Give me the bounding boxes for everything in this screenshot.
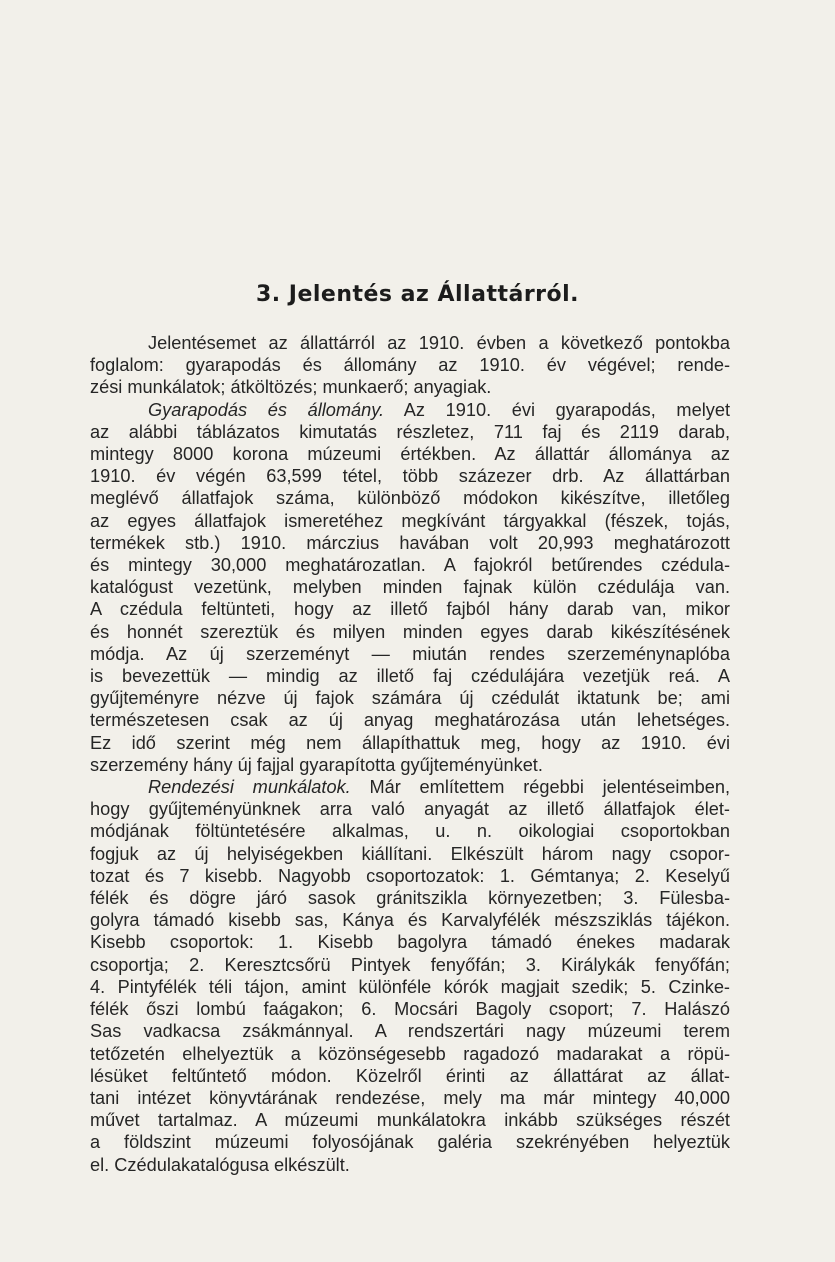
line-text: is bevezettük — mindig az illető faj czédulájára vezetjük reá. A xyxy=(90,666,730,687)
line-text: A czédula feltünteti, hogy az illető fajból hány darab van, mikor xyxy=(90,599,730,620)
line-text: a földszint múzeumi folyosójának galéria szekrényében helyeztük xyxy=(90,1132,730,1153)
text-line xyxy=(90,510,730,532)
line-text: félék és dögre járó sasok gránitszikla környezetben; 3. Fülesba- xyxy=(90,888,730,909)
text-line xyxy=(90,909,730,931)
line-text: 1910. év végén 63,599 tétel, több százezer drb. Az állattárban xyxy=(90,466,730,487)
line-text: csoportja; 2. Keresztcsőrü Pintyek fenyőfán; 3. Királykák fenyőfán; xyxy=(90,954,730,975)
text-line xyxy=(90,532,730,554)
line-text: termékek stb.) 1910. márczius havában volt 20,993 meghatározott xyxy=(90,532,730,553)
line-text: hogy gyűjteményünknek arra való anyagát az illető állatfajok élet- xyxy=(90,799,730,820)
text-line xyxy=(90,621,730,643)
text-line xyxy=(90,1154,730,1176)
text-line xyxy=(90,732,730,754)
line-text: lésüket feltűntető módon. Közelről érinti az állattárat az állat- xyxy=(90,1065,730,1086)
line-text: művet tartalmaz. A múzeumi munkálatokra inkább szükséges részét xyxy=(90,1110,730,1131)
line-text: meglévő állatfajok száma, különböző módokon kikészítve, illetőleg xyxy=(90,488,730,509)
line-text: tani intézet könyvtárának rendezése, mely ma már mintegy 40,000 xyxy=(90,1087,730,1108)
text-line xyxy=(90,709,730,731)
line-text: Ez idő szerint még nem állapíthattuk meg, hogy az 1910. évi xyxy=(90,732,730,753)
line-text: Már említettem régebbi jelentéseimben, xyxy=(350,777,730,798)
line-text: tozat és 7 kisebb. Nagyobb csoportozatok: 1. Gémtanya; 2. Keselyű xyxy=(90,865,730,886)
text-line xyxy=(90,1065,730,1087)
text-line xyxy=(90,776,730,798)
line-text: foglalom: gyarapodás és állomány az 1910. év végével; rende- xyxy=(90,355,730,376)
text-line xyxy=(90,843,730,865)
line-text: és mintegy 30,000 meghatározatlan. A fajokról betűrendes czédula- xyxy=(90,555,730,576)
text-line xyxy=(90,754,730,776)
section-heading: Rendezési munkálatok. xyxy=(148,777,351,798)
text-line xyxy=(90,643,730,665)
text-line xyxy=(90,465,730,487)
text-line xyxy=(90,443,730,465)
text-line xyxy=(90,554,730,576)
line-text: zési munkálatok; átköltözés; munkaerő; anyagiak. xyxy=(90,377,492,398)
line-text: 4. Pintyfélék téli tájon, amint különféle kórók magjait szedik; 5. Czinke- xyxy=(90,976,730,997)
text-line xyxy=(90,820,730,842)
line-text: gyűjteményre nézve új fajok számára új czédulát iktatunk be; ami xyxy=(90,688,730,709)
line-text: módjának föltüntetésére alkalmas, u. n. oikologiai csoportokban xyxy=(90,821,730,842)
text-line xyxy=(90,976,730,998)
line-text: Sas vadkacsa zsákmánnyal. A rendszertári nagy múzeumi terem xyxy=(90,1021,730,1042)
text-line xyxy=(90,865,730,887)
text-line xyxy=(90,1087,730,1109)
text-line xyxy=(90,399,730,421)
line-text: Jelentésemet az állattárról az 1910. évben a következő pontokba xyxy=(148,333,730,353)
text-line xyxy=(90,798,730,820)
text-line xyxy=(90,598,730,620)
section-heading: Gyarapodás és állomány. xyxy=(148,399,385,420)
line-text: Kisebb csoportok: 1. Kisebb bagolyra támadó énekes madarak xyxy=(90,932,730,953)
text-line xyxy=(90,954,730,976)
text-line xyxy=(90,998,730,1020)
text-line xyxy=(90,576,730,598)
line-text: szerzemény hány új fajjal gyarapította gyűjteményünket. xyxy=(90,754,543,775)
page-title: 3. Jelentés az Állattárról. xyxy=(255,282,580,307)
text-line xyxy=(90,354,730,376)
line-text: félék őszi lombú faágakon; 6. Mocsári Bagoly csoport; 7. Halászó xyxy=(90,999,730,1020)
text-line xyxy=(90,665,730,687)
text-line xyxy=(90,887,730,909)
text-line xyxy=(90,376,730,398)
text-line xyxy=(90,931,730,953)
line-text: az alábbi táblázatos kimutatás részletez, 711 faj és 2119 darab, xyxy=(90,421,730,442)
line-text: és honnét szereztük és milyen minden egyes darab kikészítésének xyxy=(90,621,730,642)
line-text: Az 1910. évi gyarapodás, melyet xyxy=(384,399,731,420)
body-text xyxy=(90,332,730,1176)
line-text: tetőzetén elhelyeztük a közönségesebb ragadozó madarakat a röpü- xyxy=(90,1043,730,1064)
text-line xyxy=(90,687,730,709)
text-line xyxy=(90,487,730,509)
line-text: az egyes állatfajok ismeretéhez megkívánt tárgyakkal (fészek, tojás, xyxy=(90,510,730,531)
line-text: természetesen csak az új anyag meghatározása után lehetséges. xyxy=(90,710,730,731)
line-text: fogjuk az új helyiségekben kiállítani. Elkészült három nagy csopor- xyxy=(90,843,730,864)
text-line xyxy=(90,1043,730,1065)
line-text: el. Czédulakatalógusa elkészült. xyxy=(90,1154,350,1175)
text-line xyxy=(90,1131,730,1153)
line-text: mintegy 8000 korona múzeumi értékben. Az állattár állománya az xyxy=(90,444,730,465)
text-line xyxy=(90,421,730,443)
line-text: módja. Az új szerzeményt — miután rendes szerzeménynaplóba xyxy=(90,643,730,664)
text-line xyxy=(90,1020,730,1042)
line-text: golyra támadó kisebb sas, Kánya és Karvalyfélék mészsziklás tájékon. xyxy=(90,910,730,931)
text-line xyxy=(90,332,730,354)
line-text: katalógust vezetünk, melyben minden fajnak külön czédulája van. xyxy=(90,577,730,598)
text-line xyxy=(90,1109,730,1131)
